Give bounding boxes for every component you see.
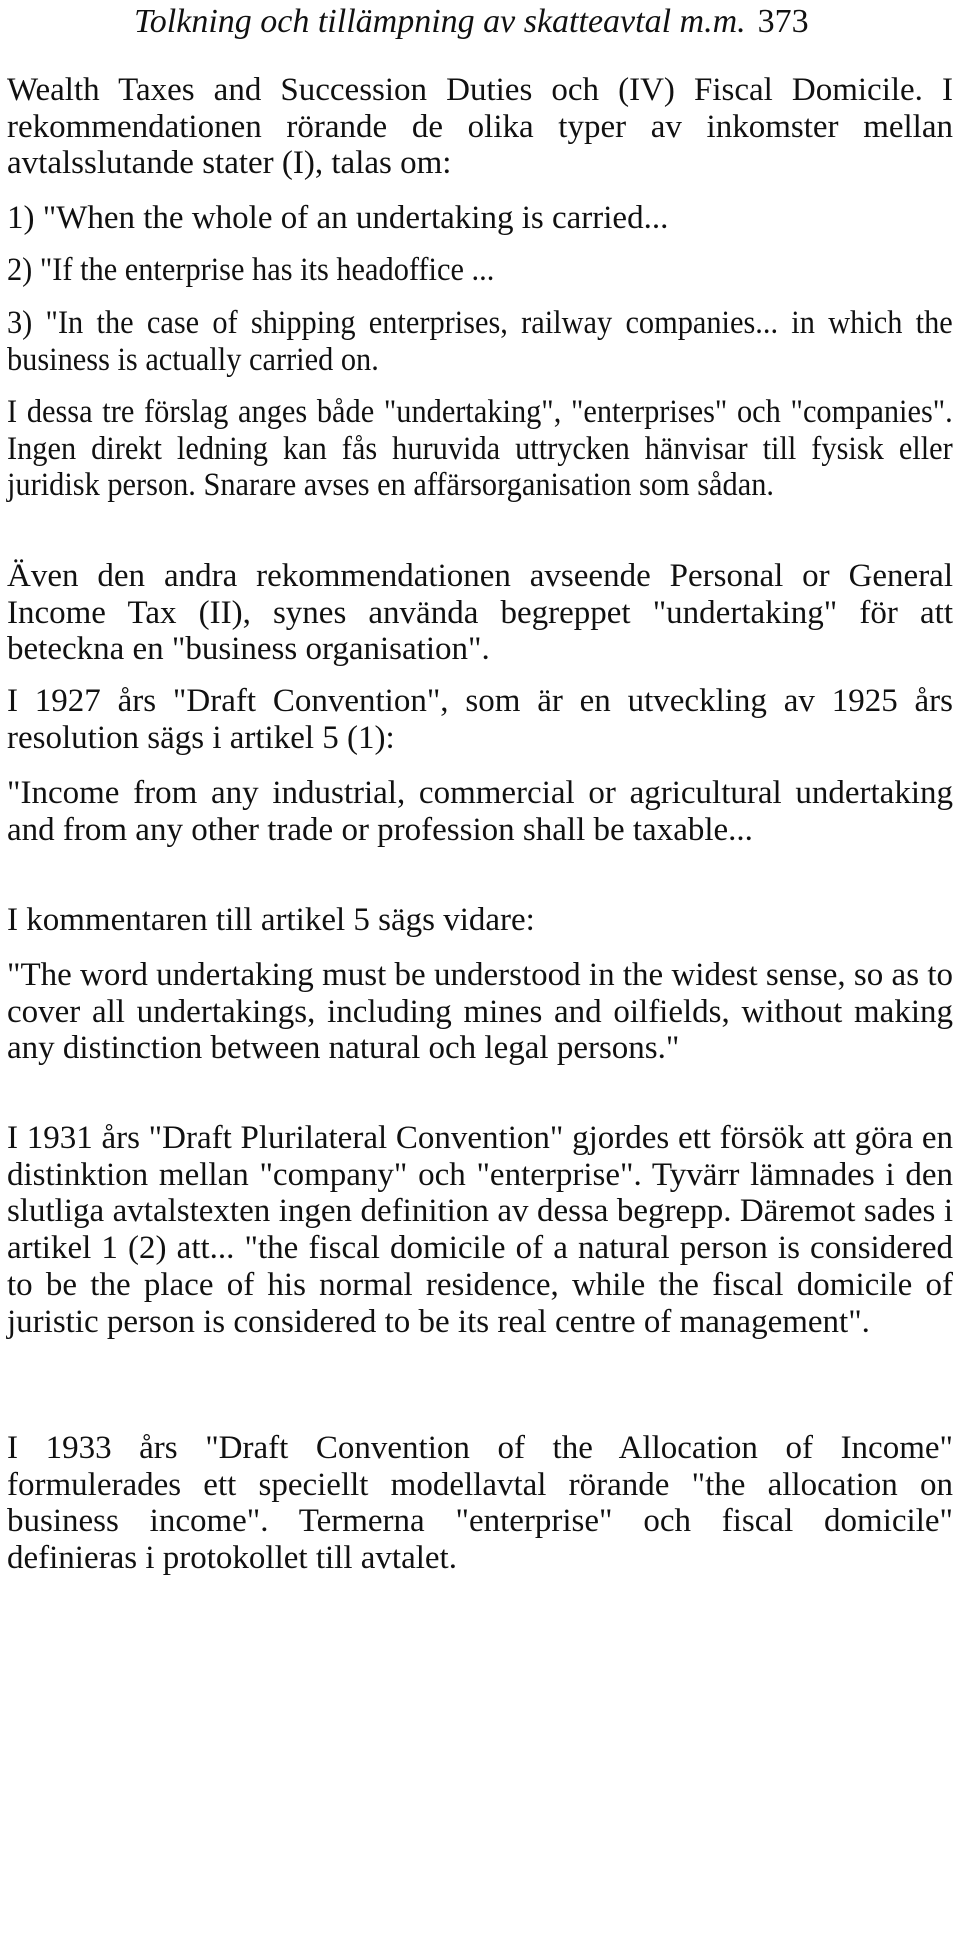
quote-undertaking-definition: "The word undertaking must be understood in the widest sense, so as to cover all undertakings, including mines and oilfields, without making any distinction between natural och legal persons." bbox=[7, 957, 953, 1067]
paragraph-wealth-taxes: Wealth Taxes and Succession Duties och (IV) Fiscal Domicile. I rekommendationen rörande de olika typer av inkomster mellan avtalsslutande stater (I), talas om: bbox=[7, 72, 953, 182]
page-number: 373 bbox=[757, 3, 809, 40]
quote-item-2: 2) "If the enterprise has its headoffice ... bbox=[7, 252, 495, 288]
paragraph-three-proposals: I dessa tre förslag anges både "undertaking", "enterprises" och "companies". Ingen direkt ledning kan fås huruvida uttrycken hänvisar till fysisk eller juridisk person. Snarare avses en affärsorganisation som sådan. bbox=[7, 394, 953, 504]
paragraph-commentary-intro: I kommentaren till artikel 5 sägs vidare: bbox=[7, 902, 535, 938]
running-title: Tolkning och tillämpning av skatteavtal m.m. bbox=[134, 3, 746, 40]
paragraph-1927-draft: I 1927 års "Draft Convention", som är en utveckling av 1925 års resolution sägs i artikel 5 (1): bbox=[7, 683, 953, 756]
quote-item-3: 3) "In the case of shipping enterprises, railway companies... in which the business is actually carried on. bbox=[7, 305, 953, 378]
paragraph-1931-draft: I 1931 års "Draft Plurilateral Convention" gjordes ett försök att göra en distinktion mellan "company" och "enterprise". Tyvärr lämnades i den slutliga avtalstexten ingen definition av dessa begrepp. Däremot sades i artikel 1 (2) att... "the fiscal domicile of a natural person is considered to be the place of his normal residence, while the fiscal domicile of juristic person is considered to be its real centre of management". bbox=[7, 1120, 953, 1340]
quote-item-1: 1) "When the whole of an undertaking is carried... bbox=[7, 200, 669, 236]
quote-article-5: "Income from any industrial, commercial or agricultural undertaking and from any other trade or profession shall be taxable... bbox=[7, 775, 953, 848]
running-header bbox=[134, 0, 954, 44]
paragraph-second-recommendation: Även den andra rekommendationen avseende Personal or General Income Tax (II), synes använda begreppet "undertaking" för att beteckna en "business organisation". bbox=[7, 558, 953, 668]
paragraph-1933-draft: I 1933 års "Draft Convention of the Allocation of Income" formulerades ett speciellt modellavtal rörande "the allocation on business income". Termerna "enterprise" och fiscal domicile" definieras i protokollet till avtalet. bbox=[7, 1430, 953, 1577]
